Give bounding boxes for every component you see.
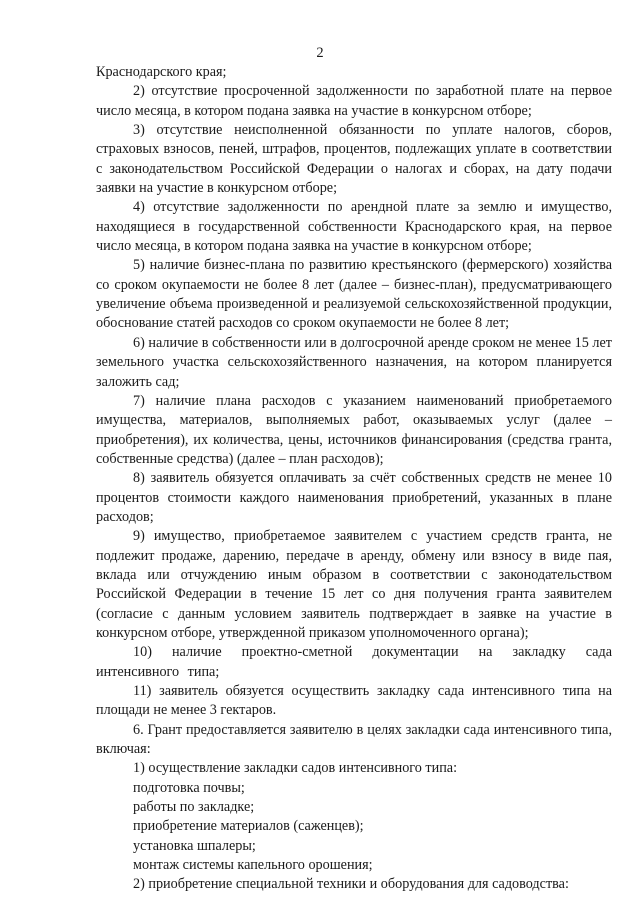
paragraph-item-3: 3) отсутствие неисполненной обязанности по уплате налогов, сборов, страховых взносов, пеней, штрафов, процентов, подлежащих уплате в соответствии с законодательством Российской Федерации о налогах и сборах, на дату подачи заявки на участие в конкурсном отборе;	[96, 122, 612, 197]
paragraph-item-7: 7) наличие плана расходов с указанием наименований приобретаемого имущества, материалов, выполняемых работ, оказываемых услуг (далее – приобретения), их количества, цены, источников финансирования (средства гранта, собственные средства) (далее – план расходов);	[96, 392, 612, 467]
list-item-planting-works: работы по закладке;	[133, 799, 255, 816]
paragraph-subitem-2: 2) приобретение специальной техники и оборудования для садоводства:	[133, 876, 569, 893]
paragraph-subitem-1: 1) осуществление закладки садов интенсивного типа:	[133, 760, 458, 777]
paragraph-item-10: 10) наличие проектно-сметной документации на закладку сада интенсивного типа;	[96, 644, 612, 680]
paragraph-continuation: Краснодарского края;	[96, 64, 227, 80]
list-item-trellis: установка шпалеры;	[133, 837, 256, 854]
list-item-drip-irrigation: монтаж системы капельного орошения;	[133, 857, 373, 874]
paragraph-item-11: 11) заявитель обязуется осуществить закладку сада интенсивного типа на площади не менее 3 гектаров.	[96, 683, 612, 719]
paragraph-item-9: 9) имущество, приобретаемое заявителем с участием средств гранта, не подлежит продаже, дарению, передаче в аренду, обмену или взносу в виде пая, вклада или отчуждению иным образом в соответствии с законодательством Российской Федерации в течение 15 лет со дня получения гранта заявителем (согласие с данным условием заявитель подтверждает в заявке на участие в конкурсном отборе, утвержденной приказом уполномоченного органа);	[96, 528, 612, 641]
paragraph-item-8: 8) заявитель обязуется оплачивать за счёт собственных средств не менее 10 процентов стоимости каждого наименования приобретений, указанных в плане расходов;	[96, 470, 612, 525]
document-body	[96, 63, 612, 895]
page-number: 2	[316, 45, 324, 61]
paragraph-section-6: 6. Грант предоставляется заявителю в целях закладки сада интенсивного типа, включая:	[96, 721, 612, 758]
paragraph-item-2: 2) отсутствие просроченной задолженности по заработной плате на первое число месяца, в котором подана заявка на участие в конкурсном отборе;	[96, 83, 612, 119]
paragraph-item-6: 6) наличие в собственности или в долгосрочной аренде сроком не менее 15 лет земельного участка сельскохозяйственного назначения, на котором планируется заложить сад;	[96, 334, 612, 390]
paragraph-item-4: 4) отсутствие задолженности по арендной плате за землю и имущество, находящиеся в государственной собственности Краснодарского края, на первое число месяца, в котором подана заявка на участие в конкурсном отборе;	[96, 199, 612, 255]
list-item-materials: приобретение материалов (саженцев);	[133, 818, 364, 835]
list-item-soil-preparation: подготовка почвы;	[133, 779, 245, 796]
paragraph-item-5: 5) наличие бизнес-плана по развитию крестьянского (фермерского) хозяйства со сроком окупаемости не более 8 лет (далее – бизнес-план), предусматривающего увеличение объема произведенной и реализуемой сельскохозяйственной продукции, обоснование статей расходов со сроком окупаемости не более 8 лет;	[96, 257, 612, 332]
